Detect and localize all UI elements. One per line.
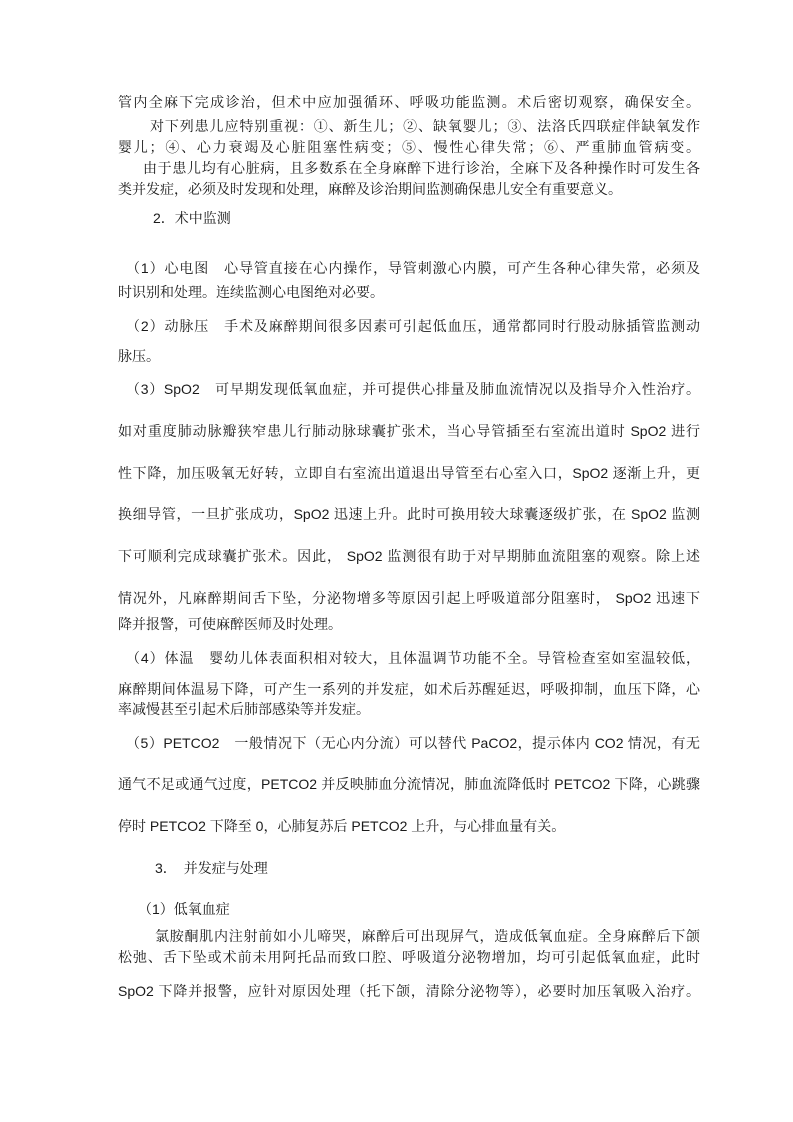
paragraph-line: （4）体温 婴幼儿体表面积相对较大，且体温调节功能不全。导管检查室如室温较低， <box>126 650 700 666</box>
paragraph-line: 由于患儿均有心脏病，且多数系在全身麻醉下进行诊治，全麻下及各种操作时可发生各 <box>143 162 700 177</box>
paragraph-line: 率减慢甚至引起术后肺部感染等并发症。 <box>118 703 370 718</box>
paragraph-line: 下可顺利完成球囊扩张术。因此， SpO2 监测很有助于对早期肺血流阻塞的观察。除上述 <box>118 548 700 564</box>
paragraph-line: 情况外，凡麻醉期间舌下坠，分泌物增多等原因引起上呼吸道部分阻塞时， SpO2 迅速下 <box>118 590 700 606</box>
paragraph-line: （2）动脉压 手术及麻醉期间很多因素可引起低血压，通常都同时行股动脉插管监测动 <box>126 318 700 334</box>
paragraph-line: 类并发症，必须及时发现和处理，麻醉及诊治期间监测确保患儿安全有重要意义。 <box>118 183 622 198</box>
paragraph-line: 松弛、舌下坠或术前未用阿托品而致口腔、呼吸道分泌物增加，均可引起低氧血症，此时 <box>118 951 700 966</box>
paragraph-line: （1）心电图 心导管直接在心内操作，导管刺激心内膜，可产生各种心律失常，必须及 <box>126 260 700 276</box>
paragraph-line: 管内全麻下完成诊治，但术中应加强循环、呼吸功能监测。术后密切观察，确保安全。 <box>118 96 700 111</box>
paragraph-line: 停时 PETCO2 下降至 0，心肺复苏后 PETCO2 上升，与心排血量有关。 <box>118 818 566 834</box>
paragraph-line: 婴儿；④、心力衰竭及心脏阻塞性病变；⑤、慢性心律失常；⑥、严重肺血管病变。 <box>118 141 700 156</box>
section-heading: 2．术中监测 <box>153 210 231 226</box>
paragraph-line: 时识别和处理。连续监测心电图绝对必要。 <box>118 286 384 301</box>
subsection-heading: （1）低氧血症 <box>138 901 230 917</box>
paragraph-line: 性下降，加压吸氧无好转，立即自右室流出道退出导管至右心室入口，SpO2 逐渐上升，更 <box>118 465 700 481</box>
section-heading: 3． 并发症与处理 <box>155 860 268 876</box>
paragraph-line: 脉压。 <box>118 350 160 365</box>
paragraph-line: 换细导管，一旦扩张成功，SpO2 迅速上升。此时可换用较大球囊逐级扩张，在 SpO2 监测 <box>118 506 700 522</box>
paragraph-line: 降并报警，可使麻醉医师及时处理。 <box>118 618 342 633</box>
paragraph-line: （5）PETCO2 一般情况下（无心内分流）可以替代 PaCO2，提示体内 CO2 情况，有无 <box>126 735 700 751</box>
paragraph-line: 如对重度肺动脉瓣狭窄患儿行肺动脉球囊扩张术，当心导管插至右室流出道时 SpO2 进行 <box>118 423 700 439</box>
paragraph-line: 对下列患儿应特别重视：①、新生儿；②、缺氧婴儿；③、法洛氏四联症伴缺氧发作 <box>150 120 700 135</box>
paragraph-line: （3）SpO2 可早期发现低氧血症，并可提供心排量及肺血流情况以及指导介入性治疗。 <box>126 381 700 397</box>
paragraph-line: SpO2 下降并报警，应针对原因处理（托下颌，清除分泌物等），必要时加压氧吸入治疗。 <box>118 983 700 999</box>
paragraph-line: 麻醉期间体温易下降，可产生一系列的并发症，如术后苏醒延迟，呼吸抑制，血压下降，心 <box>118 683 700 698</box>
paragraph-line: 通气不足或通气过度，PETCO2 并反映肺血分流情况，肺血流降低时 PETCO2 下降，心跳骤 <box>118 776 700 792</box>
paragraph-line: 氯胺酮肌内注射前如小儿啼哭，麻醉后可出现屏气，造成低氧血症。全身麻醉后下颌 <box>155 930 700 945</box>
